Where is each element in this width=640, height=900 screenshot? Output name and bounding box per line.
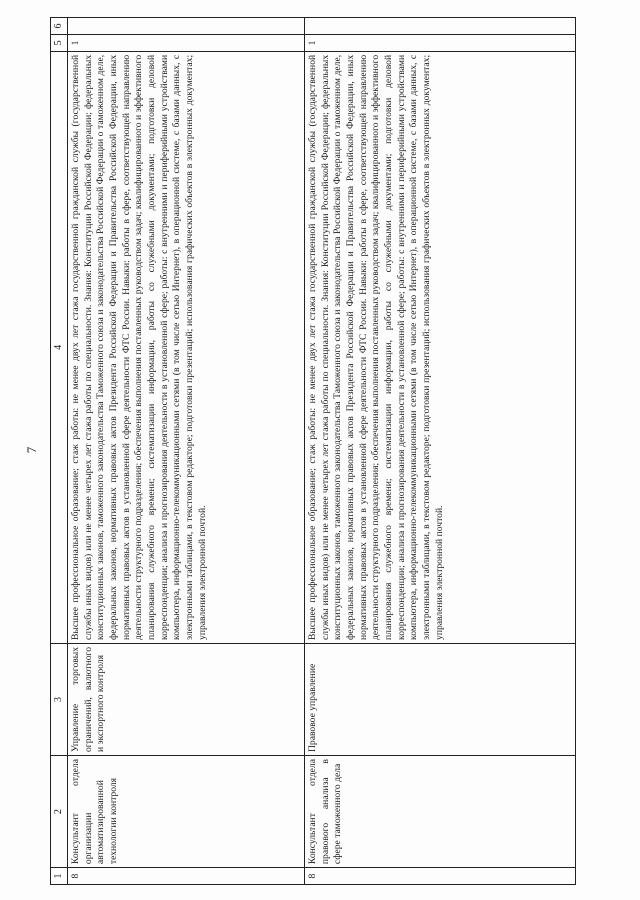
count-cell: 1 [305, 34, 576, 51]
page-number: 7 [24, 446, 39, 454]
column-number: 3 [51, 643, 68, 755]
rotated-document-sheet [20, 15, 620, 885]
grade-cell: 8 [305, 868, 576, 885]
grade-cell: 8 [68, 868, 305, 885]
column-number-row [51, 18, 68, 885]
table-row [68, 18, 305, 885]
department-cell: Правовое управление [305, 643, 576, 755]
column-number: 2 [51, 756, 68, 868]
requirements-cell: Высшее профессиональное образование; стаж работы: не менее двух лет стажа государственной гражданской службы (государственной службы иных видов) или не менее четырех лет стажа работы по специальности. Знания: Конституции Российской Федерации; федеральных конституционных законов, таможенного законодательства Таможенного союза и законодательства Российской Федерации о таможенном деле, федеральных законов, нормативных правовых актов Президента Российской Федерации и Правительства Российской Федерации, иных нормативных правовых актов в установленной сфере деятельности ФТС России. Навыки: работы в сфере, соответствующей направлению деятельности структурного подразделения; обеспечения выполнения поставленных руководством задач; квалифицированного и эффективного планирования служебного времени; систематизации информации, работы со служебными документами; подготовки деловой корреспонденции; анализа и прогнозирования деятельности в установленной сфере; работы: с внутренними и периферийными устройствами компьютера, информационно-телекоммуникационными сетями (в том числе сетью Интернет), в операционной системе, с базами данных, с электронными таблицами, в текстовом редакторе; подготовки презентаций; использования графических объектов в электронных документах; управления электронной почтой. [305, 51, 576, 643]
vacancy-table [50, 17, 576, 885]
column-number: 5 [51, 34, 68, 51]
column-number: 4 [51, 51, 68, 643]
empty-cell [305, 18, 576, 35]
position-cell: Консультант отдела организации автоматизированной технологии контроля [68, 756, 305, 868]
column-number: 1 [51, 868, 68, 885]
empty-cell [68, 18, 305, 35]
count-cell: 1 [68, 34, 305, 51]
table-row [305, 18, 576, 885]
department-cell: Управление торговых ограничений, валютного и экспортного контроля [68, 643, 305, 755]
position-cell: Консультант отдела правового анализа в сфере таможенного дела [305, 756, 576, 868]
requirements-cell: Высшее профессиональное образование; стаж работы: не менее двух лет стажа государственной гражданской службы (государственной службы иных видов) или не менее четырех лет стажа работы по специальности. Знания: Конституции Российской Федерации; федеральных конституционных законов, таможенного законодательства Таможенного союза и законодательства Российской Федерации о таможенном деле, федеральных законов, нормативных правовых актов Президента Российской Федерации и Правительства Российской Федерации, иных нормативных правовых актов в установленной сфере деятельности ФТС России. Навыки: работы в сфере, соответствующей направлению деятельности структурного подразделения; обеспечения выполнения поставленных руководством задач; квалифицированного и эффективного планирования служебного времени; систематизации информации, работы со служебными документами; подготовки деловой корреспонденции; анализа и прогнозирования деятельности в установленной сфере; работы: с внутренними и периферийными устройствами компьютера, информационно-телекоммуникационными сетями (в том числе сетью Интернет), в операционной системе, с базами данных, с электронными таблицами, в текстовом редакторе; подготовки презентаций; использования графических объектов в электронных документах; управления электронной почтой. [68, 51, 305, 643]
column-number: 6 [51, 18, 68, 35]
